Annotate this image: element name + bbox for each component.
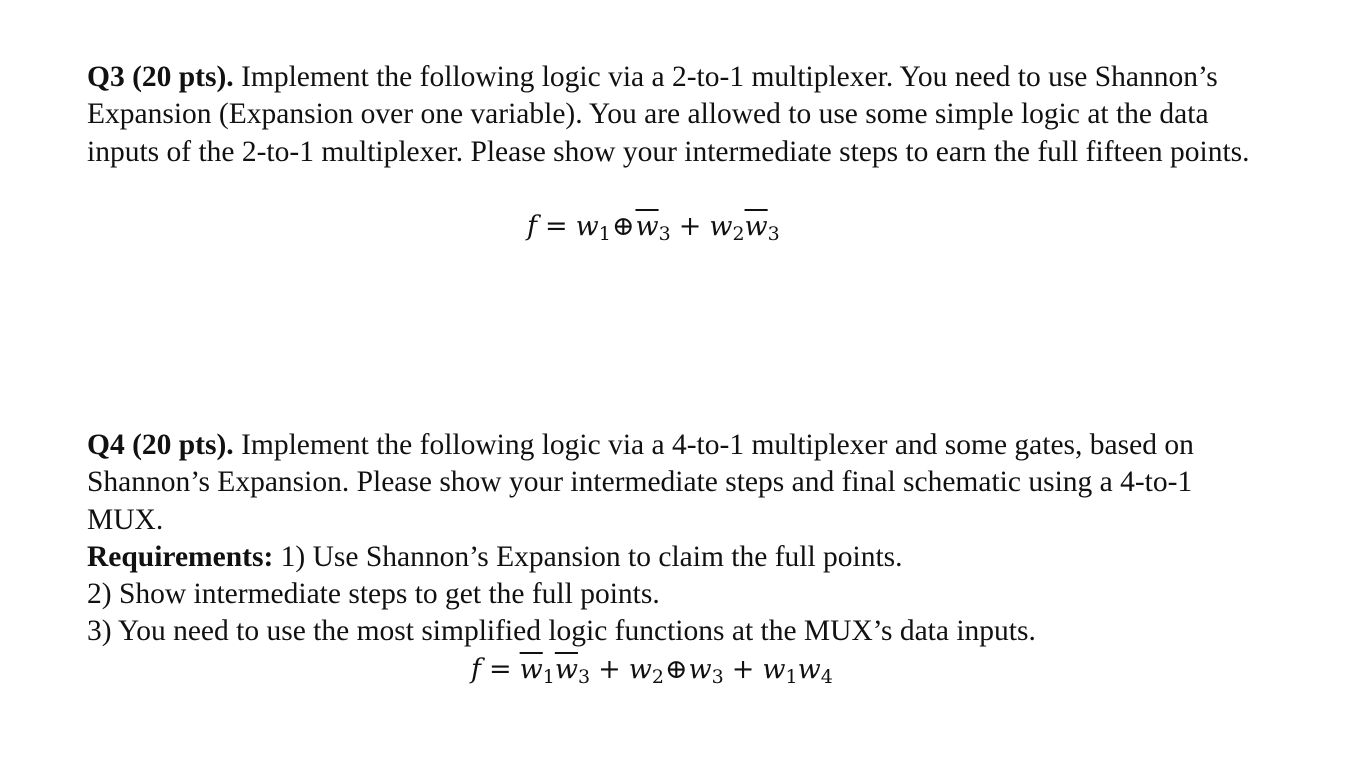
requirement-1: [87, 539, 1262, 576]
eq4-lhs: f: [471, 654, 481, 685]
question-3-paragraph: [87, 59, 1262, 171]
eq4-plus-2: +: [731, 654, 755, 685]
eq4-plus-1: +: [598, 654, 621, 685]
requirement-2: 2) Show intermediate steps to get the full points.: [87, 578, 660, 611]
eq3-plus: +: [678, 211, 702, 242]
eq4-term-w2: $w_2$: [628, 654, 664, 688]
question-4: [87, 427, 1262, 651]
question-4-paragraph: [87, 427, 1262, 539]
eq3-term-w1: $w_1$: [575, 211, 611, 245]
requirement-3: 3) You need to use the most simplified logic functions at the MUX’s data inputs.: [87, 615, 1036, 648]
eq3-equals: =: [545, 211, 568, 242]
eq3-term-w2: $w_2$: [709, 211, 745, 245]
requirement-1-text: 1) Use Shannon’s Expansion to claim the full points.: [273, 540, 903, 573]
eq3-xor-symbol: ⊕: [611, 211, 635, 242]
question-3-equation: [527, 210, 780, 244]
eq4-term-w4: $w_4$: [797, 654, 833, 688]
eq4-term-w3: $w_3$: [688, 654, 724, 688]
requirements-label: Requirements:: [87, 540, 274, 573]
question-3-text: Implement the following logic via a 2-to-1 multiplexer. You need to use Shannon’s Expansion (Expansion over one variable). You are allowed to use some simple logic at the data inputs of the 2-to-1 multiplexer. Please show your intermediate steps to earn the full fifteen points.: [87, 61, 1250, 168]
eq3-lhs: f: [527, 211, 537, 242]
question-4-text: Implement the following logic via a 4-to-1 multiplexer and some gates, based on Shannon’s Expansion. Please show your intermediate steps and final schematic using a 4-to-1 MUX.: [87, 429, 1194, 536]
question-4-label: Q4 (20 pts).: [87, 429, 234, 461]
question-3: [87, 59, 1262, 171]
eq3-term-w3-bar: $\overline{w}_3$: [635, 211, 671, 245]
eq4-equals: =: [489, 654, 512, 685]
eq4-xor-symbol: ⊕: [664, 654, 688, 685]
eq4-term-w3-bar: $\overline{w}_3$: [554, 654, 591, 688]
eq3-term-w3-bar-2: $\overline{w}_3$: [744, 211, 780, 245]
eq4-term-w1-bar: $\overline{w}_1$: [519, 654, 555, 688]
eq4-term-w1: $w_1$: [762, 654, 798, 688]
question-3-label: Q3 (20 pts).: [87, 61, 234, 93]
question-4-equation: [471, 653, 833, 687]
